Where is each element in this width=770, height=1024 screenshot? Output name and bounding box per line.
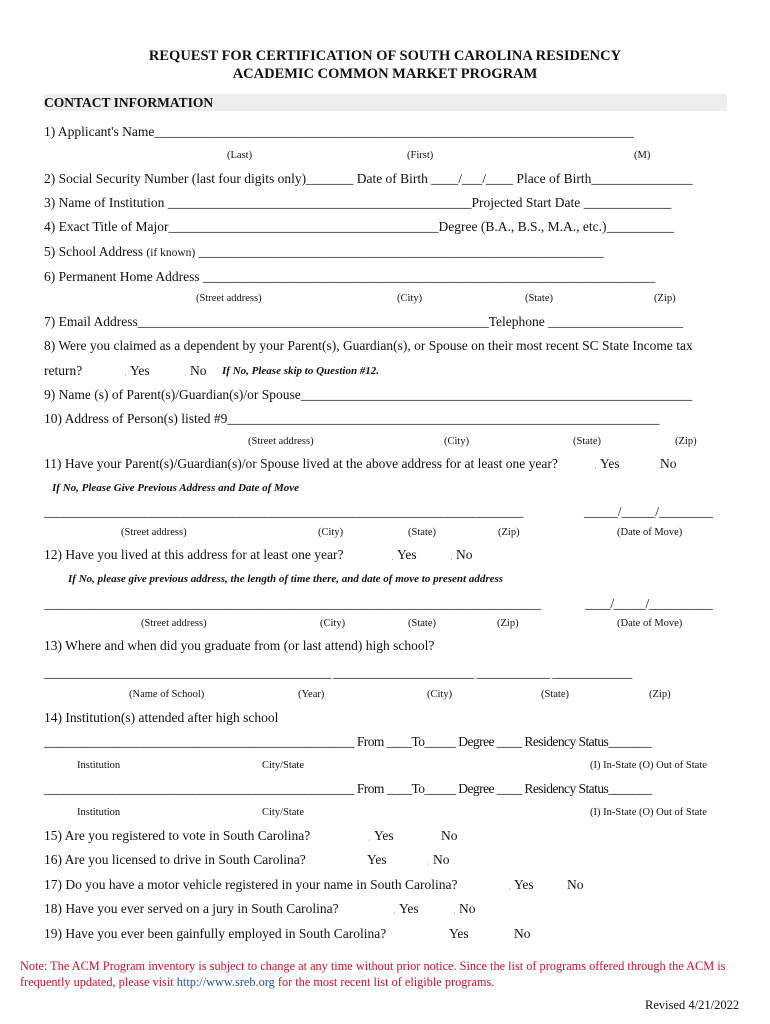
q15-yes-option[interactable]: Yes bbox=[374, 828, 394, 843]
q1-last-label: (Last) bbox=[227, 150, 253, 161]
sreb-link[interactable]: http://www.sreb.org bbox=[176, 975, 275, 989]
q14-status-label: (I) In-State (O) Out of State bbox=[590, 760, 707, 771]
footer-note-line1: Note: The ACM Program inventory is subject to change at any time without prior notice. Since the list of programs offered through the ACM is bbox=[20, 959, 726, 973]
q6-permanent-address[interactable]: 6) Permanent Home Address ___________________________________________________________________ bbox=[44, 269, 656, 284]
q8-yes-option[interactable]: Yes bbox=[130, 363, 150, 378]
q18-question: 18) Have you ever served on a jury in South Carolina? bbox=[44, 901, 339, 916]
q12-move-label: (Date of Move) bbox=[617, 618, 683, 629]
q12-previous-address-line[interactable]: _____________________________________________________________________________ bbox=[44, 596, 541, 611]
q12-state-label: (State) bbox=[408, 618, 436, 629]
checkbox-mark-icon: ˌ bbox=[184, 366, 187, 376]
checkbox-mark-icon: ˌ bbox=[393, 904, 396, 914]
q19-yes-option[interactable]: Yes bbox=[449, 926, 469, 941]
q4-major-degree[interactable]: 4) Exact Title of Major________________________________________Degree (B.A., B.S., M.A., etc.)__________ bbox=[44, 219, 674, 234]
q17-yes-option[interactable]: Yes bbox=[514, 877, 534, 892]
q8-skip-note: If No, Please skip to Question #12. bbox=[222, 365, 380, 377]
checkbox-mark-icon: ˌ bbox=[594, 459, 597, 469]
q12-question: 12) Have you lived at this address for at least one year? bbox=[44, 547, 344, 562]
q14-citystate-label: City/State bbox=[262, 807, 304, 818]
q12-city-label: (City) bbox=[320, 618, 346, 629]
q11-note: If No, Please Give Previous Address and Date of Move bbox=[52, 482, 300, 494]
checkbox-mark-icon: ˌ bbox=[450, 550, 453, 560]
q6-street-label: (Street address) bbox=[196, 293, 262, 304]
q8-no-option[interactable]: No bbox=[190, 363, 207, 378]
q11-city-label: (City) bbox=[318, 527, 344, 538]
q16-no-option[interactable]: No bbox=[433, 852, 450, 867]
checkbox-mark-icon: ˌ bbox=[427, 855, 430, 865]
q13-year-label: (Year) bbox=[298, 689, 325, 700]
q11-question: 11) Have your Parent(s)/Guardian(s)/or Spouse lived at the above address for at least one year? bbox=[44, 456, 558, 471]
q13-high-school-line[interactable]: _______________________________________________ _______________________ ____________ _____________ bbox=[44, 665, 632, 680]
q6-city-label: (City) bbox=[397, 293, 423, 304]
q14-institution-row-2[interactable]: __________________________________________________ From ____To_____ Degree ____ Residency Status_______ bbox=[44, 781, 652, 796]
q12-street-label: (Street address) bbox=[141, 618, 207, 629]
q8-question: 8) Were you claimed as a dependent by your Parent(s), Guardian(s), or Spouse on their most recent SC State Income tax bbox=[44, 338, 693, 353]
q10-address-of-persons[interactable]: 10) Address of Person(s) listed #9________________________________________________________________ bbox=[44, 411, 660, 426]
footer-note-line2 bbox=[20, 974, 494, 991]
q2-ssn-dob-birthplace[interactable]: 2) Social Security Number (last four digits only)_______ Date of Birth ____/___/____ Place of Birth_______________ bbox=[44, 171, 693, 186]
q10-zip-label: (Zip) bbox=[675, 436, 697, 447]
q5-hint: (if known) bbox=[146, 247, 196, 259]
form-title-line2: ACADEMIC COMMON MARKET PROGRAM bbox=[232, 66, 538, 82]
q9-parent-names[interactable]: 9) Name (s) of Parent(s)/Guardian(s)/or Spouse__________________________________________________________ bbox=[44, 387, 693, 402]
q5-school-address[interactable] bbox=[44, 244, 604, 261]
q8-return-label: return? bbox=[44, 363, 83, 378]
q5-label: 5) School Address bbox=[44, 244, 143, 259]
checkbox-mark-icon: ˌ bbox=[391, 550, 394, 560]
q13-state-label: (State) bbox=[541, 689, 569, 700]
checkbox-mark-icon: ˌ bbox=[453, 904, 456, 914]
q1-mi-label: (M) bbox=[634, 150, 651, 161]
checkbox-mark-icon: ˌ bbox=[124, 366, 127, 376]
q3-institution-start-date[interactable]: 3) Name of Institution _____________________________________________Projected Start Date _____________ bbox=[44, 195, 672, 210]
q14-institution-label: Institution bbox=[77, 807, 121, 818]
q18-yes-option[interactable]: Yes bbox=[399, 901, 419, 916]
q15-no-option[interactable]: No bbox=[441, 828, 458, 843]
q11-zip-label: (Zip) bbox=[498, 527, 520, 538]
q17-question: 17) Do you have a motor vehicle registered in your name in South Carolina? bbox=[44, 877, 458, 892]
q14-citystate-label: City/State bbox=[262, 760, 304, 771]
q10-state-label: (State) bbox=[573, 436, 601, 447]
q11-state-label: (State) bbox=[408, 527, 436, 538]
q13-school-label: (Name of School) bbox=[129, 689, 205, 700]
q5-line[interactable]: ____________________________________________________________ bbox=[198, 244, 604, 259]
q12-note: If No, please give previous address, the length of time there, and date of move to present address bbox=[68, 573, 504, 585]
q11-no-option[interactable]: No bbox=[660, 456, 677, 471]
q6-zip-label: (Zip) bbox=[654, 293, 676, 304]
q12-date-of-move-line[interactable]: ____/_____/__________ bbox=[585, 596, 713, 611]
footer-note-text-end: for the most recent list of eligible programs. bbox=[274, 975, 495, 989]
q1-first-label: (First) bbox=[407, 150, 434, 161]
q13-question: 13) Where and when did you graduate from (or last attend) high school? bbox=[44, 638, 435, 653]
q11-street-label: (Street address) bbox=[121, 527, 187, 538]
q14-institution-row-1[interactable]: __________________________________________________ From ____To_____ Degree ____ Residency Status_______ bbox=[44, 734, 652, 749]
form-title-line1: REQUEST FOR CERTIFICATION OF SOUTH CAROLINA RESIDENCY bbox=[148, 48, 622, 64]
q19-question: 19) Have you ever been gainfully employed in South Carolina? bbox=[44, 926, 387, 941]
section-header-contact: CONTACT INFORMATION bbox=[44, 94, 727, 111]
q11-move-label: (Date of Move) bbox=[617, 527, 683, 538]
q10-street-label: (Street address) bbox=[248, 436, 314, 447]
q18-no-option[interactable]: No bbox=[459, 901, 476, 916]
q12-yes-option[interactable]: Yes bbox=[397, 547, 417, 562]
q7-email-telephone[interactable]: 7) Email Address____________________________________________________Telephone ____________________ bbox=[44, 314, 684, 329]
q17-no-option[interactable]: No bbox=[567, 877, 584, 892]
revised-date: Revised 4/21/2022 bbox=[645, 998, 740, 1012]
q10-city-label: (City) bbox=[444, 436, 470, 447]
q13-city-label: (City) bbox=[427, 689, 453, 700]
checkbox-mark-icon: ˌ bbox=[508, 880, 511, 890]
q14-status-label: (I) In-State (O) Out of State bbox=[590, 807, 707, 818]
q12-zip-label: (Zip) bbox=[497, 618, 519, 629]
q16-question: 16) Are you licensed to drive in South Carolina? bbox=[44, 852, 306, 867]
q13-zip-label: (Zip) bbox=[649, 689, 671, 700]
q11-previous-address-line[interactable]: ____________________________________________________________________________ bbox=[44, 504, 523, 519]
checkbox-mark-icon: ˌ bbox=[368, 831, 371, 841]
q11-yes-option[interactable]: Yes bbox=[600, 456, 620, 471]
q19-no-option[interactable]: No bbox=[514, 926, 531, 941]
q12-no-option[interactable]: No bbox=[456, 547, 473, 562]
q1-applicant-name[interactable]: 1) Applicant's Name_______________________________________________________________________ bbox=[44, 124, 634, 139]
q14-question: 14) Institution(s) attended after high school bbox=[44, 710, 279, 725]
q16-yes-option[interactable]: Yes bbox=[367, 852, 387, 867]
q14-institution-label: Institution bbox=[77, 760, 121, 771]
q11-date-of-move-line[interactable]: _____/_____/________ bbox=[584, 504, 714, 519]
q6-state-label: (State) bbox=[525, 293, 553, 304]
q15-question: 15) Are you registered to vote in South Carolina? bbox=[44, 828, 311, 843]
footer-note-text: frequently updated, please visit bbox=[20, 975, 177, 989]
